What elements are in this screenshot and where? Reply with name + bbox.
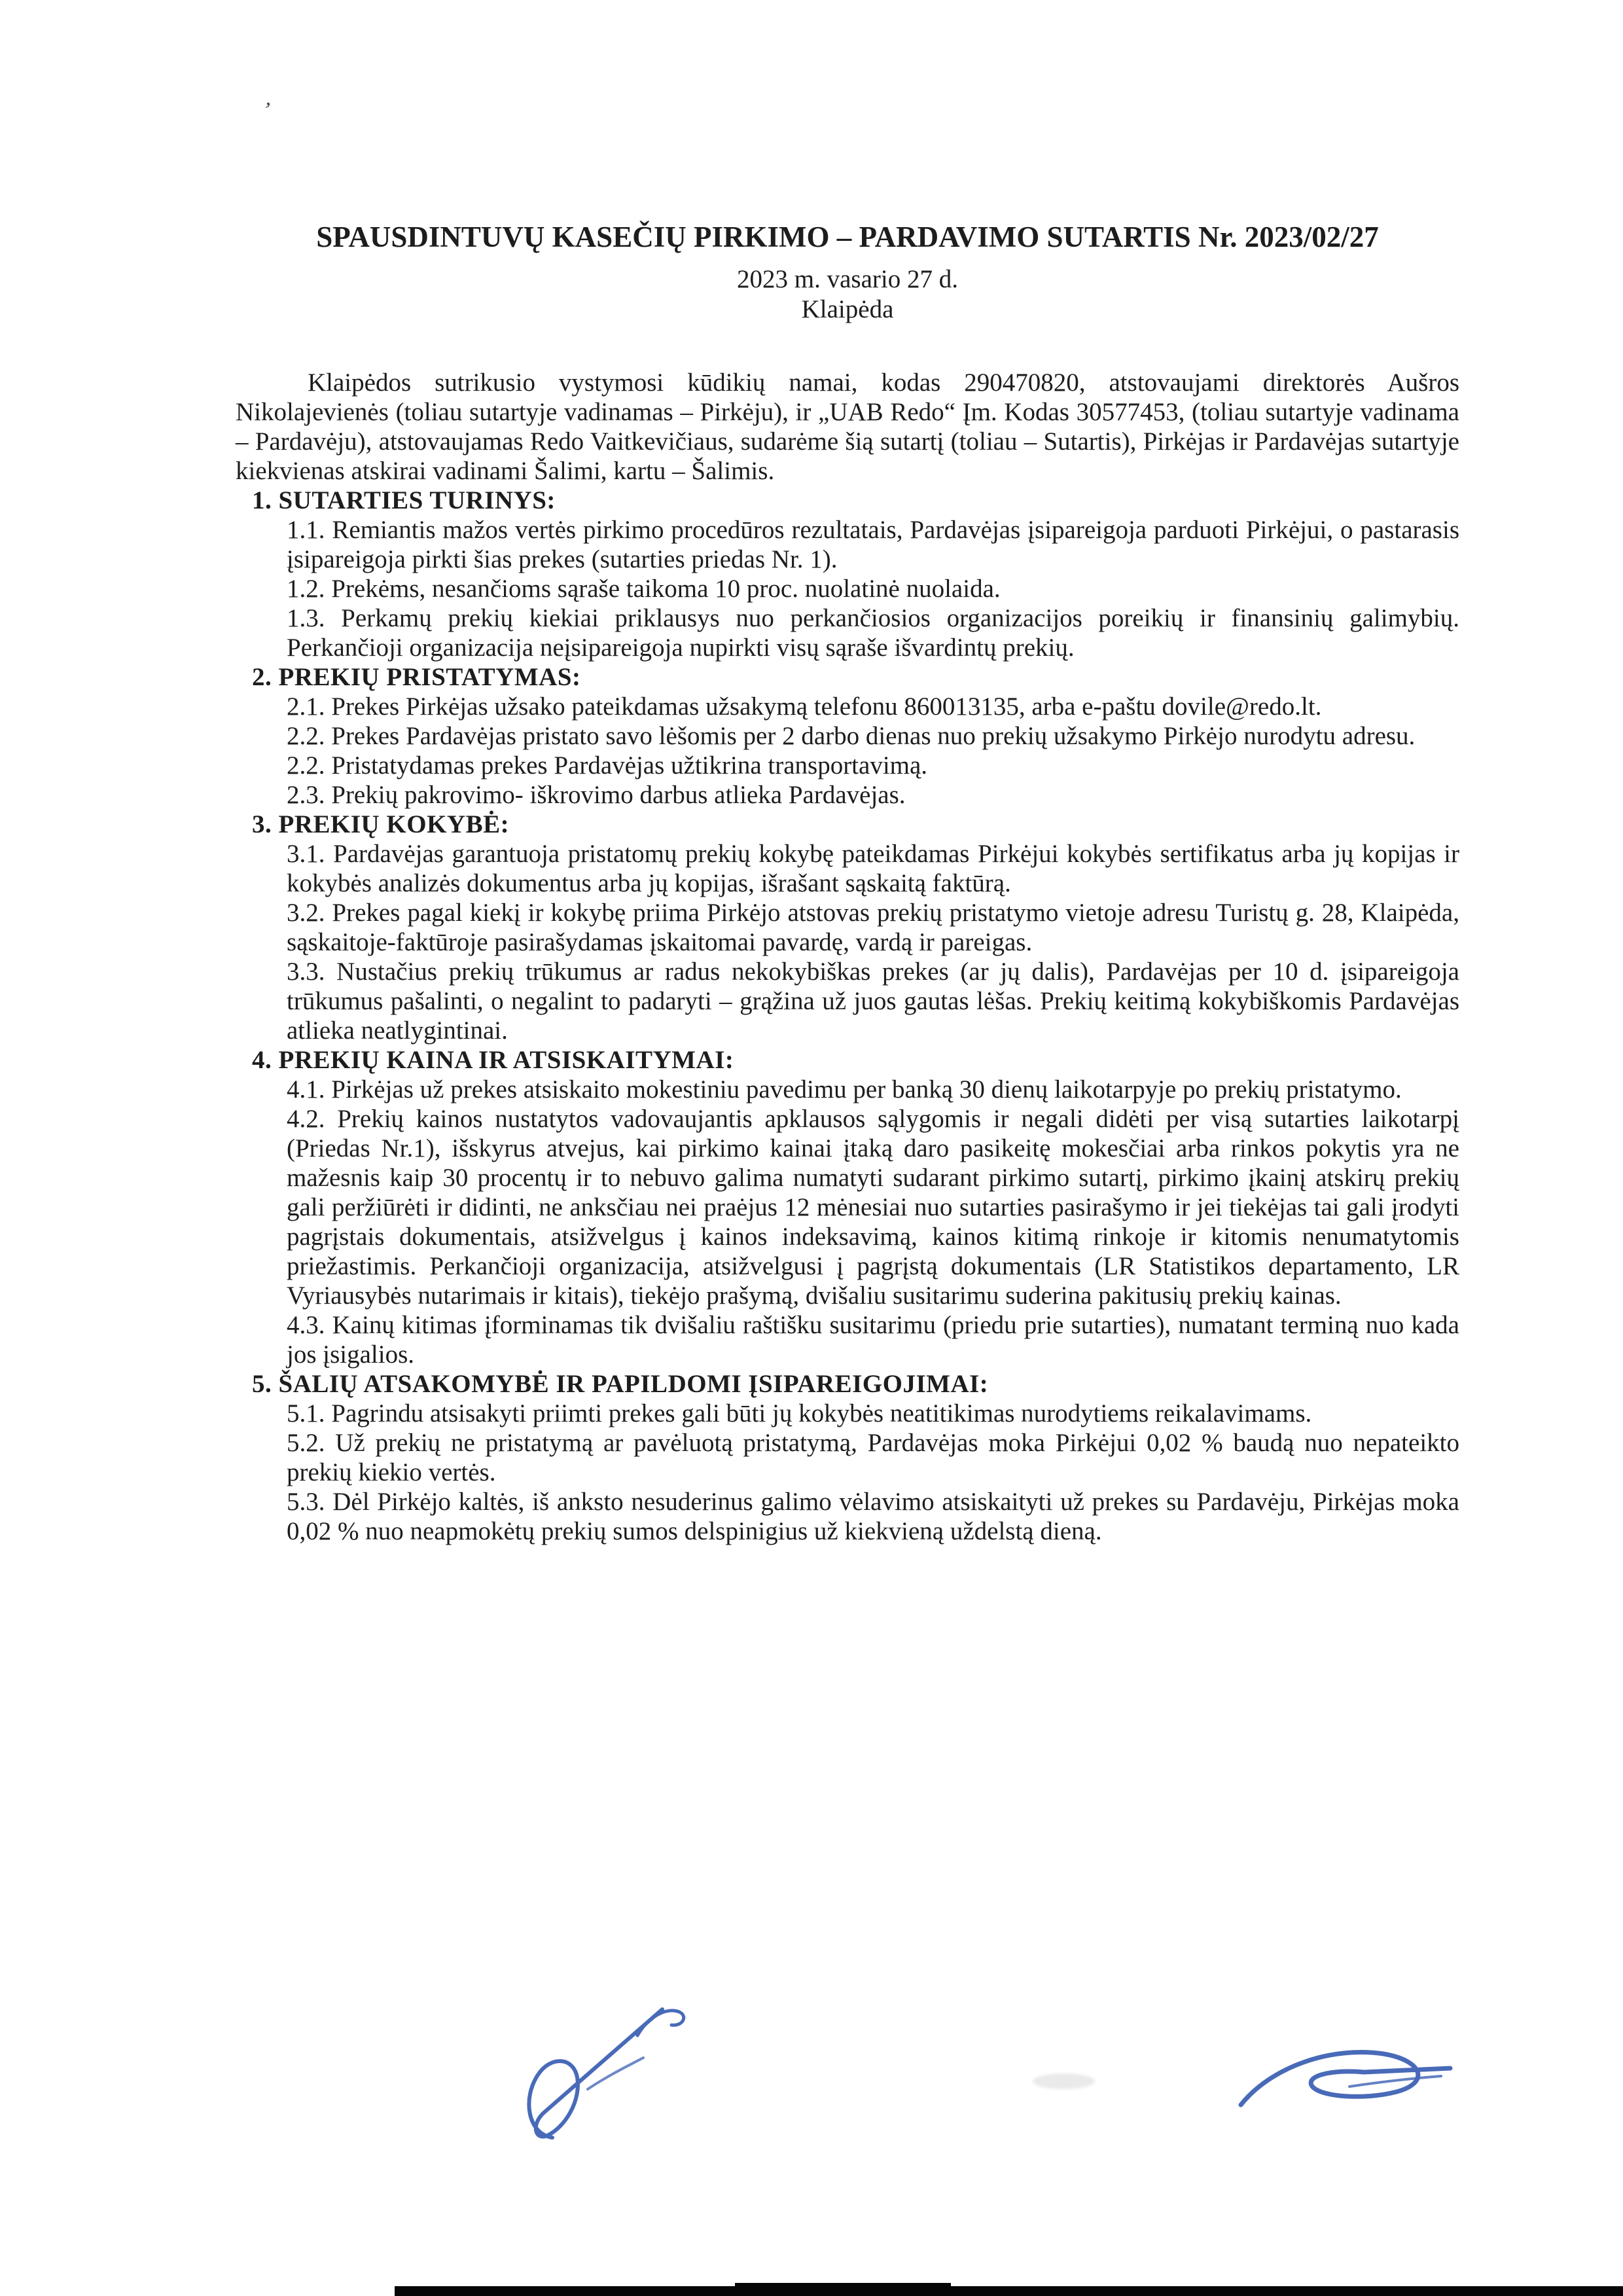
clause-5-3: 5.3. Dėl Pirkėjo kaltės, iš anksto nesuderinus galimo vėlavimo atsiskaityti už prekes su Pardavėju, Pirkėjas moka 0,02 % nuo neapmokėtų prekių sumos delspinigius už kiekvieną uždelstą dieną. <box>287 1488 1459 1545</box>
scan-speck-artifact: ’ <box>260 98 274 123</box>
clause-3-1: 3.1. Pardavėjas garantuoja pristatomų prekių kokybę pateikdamas Pirkėjui kokybės sertifikatus arba jų kopijas ir kokybės analizės dokumentus arba jų kopijas, išrašant sąskaitą faktūrą. <box>287 840 1459 897</box>
intro-paragraph: Klaipėdos sutrikusio vystymosi kūdikių namai, kodas 290470820, atstovaujami direktorės Aušros Nikolajevienės (toliau sutartyje vadinamas – Pirkėju), ir „UAB Redo“ Įm. Kodas 30577453, (toliau sutartyje vadinama – Pardavėju), atstovaujamas Redo Vaitkevičiaus, sudarėme šią sutartį (toliau – Sutartis), Pirkėjas ir Pardavėjas sutartyje kiekvienas atskirai vadinami Šalimi, kartu – Šalimis. <box>236 368 1459 485</box>
clause-2-3: 2.3. Prekių pakrovimo- iškrovimo darbus atlieka Pardavėjas. <box>287 781 906 809</box>
section-4-heading: 4. PREKIŲ KAINA IR ATSISKAITYMAI: <box>252 1046 734 1074</box>
clause-4-1: 4.1. Pirkėjas už prekes atsiskaito mokestiniu pavedimu per banką 30 dienų laikotarpyje po prekių pristatymo. <box>287 1075 1402 1103</box>
clause-5-1: 5.1. Pagrindu atsisakyti priimti prekes gali būti jų kokybės neatitikimas nurodytiems reikalavimams. <box>287 1399 1312 1427</box>
section-2-heading: 2. PREKIŲ PRISTATYMAS: <box>252 663 581 691</box>
section-3-heading: 3. PREKIŲ KOKYBĖ: <box>252 810 510 838</box>
clause-1-1: 1.1. Remiantis mažos vertės pirkimo procedūros rezultatais, Pardavėjas įsipareigoja parduoti Pirkėjui, o pastarasis įsipareigoja pirkti šias prekes (sutarties priedas Nr. 1). <box>287 516 1459 573</box>
clause-2-2a: 2.2. Prekes Pardavėjas pristato savo lėšomis per 2 darbo dienas nuo prekių užsakymo Pirkėjo nurodytu adresu. <box>287 722 1416 750</box>
clause-2-2b: 2.2. Pristatydamas prekes Pardavėjas užtikrina transportavimą. <box>287 751 928 780</box>
section-5-heading: 5. ŠALIŲ ATSAKOMYBĖ IR PAPILDOMI ĮSIPAREIGOJIMAI: <box>252 1370 989 1398</box>
section-sutarties-turinys <box>236 486 1459 662</box>
buyer-signature <box>509 1978 725 2160</box>
clause-2-1: 2.1. Prekes Pirkėjas užsako pateikdamas užsakymą telefonu 860013135, arba e-paštu dovile@redo.lt. <box>287 692 1322 721</box>
section-saliu-atsakomybe <box>236 1369 1459 1546</box>
scan-smudge-artifact <box>1033 2073 1095 2089</box>
contract-title: SPAUSDINTUVŲ KASEČIŲ PIRKIMO – PARDAVIMO SUTARTIS Nr. 2023/02/27 <box>316 221 1379 253</box>
clause-1-3: 1.3. Perkamų prekių kiekiai priklausys nuo perkančiosios organizacijos poreikių ir finansinių galimybių. Perkančioji organizacija neįsipareigoja nupirkti visų sąraše išvardintų prekių. <box>287 604 1459 662</box>
clause-3-3: 3.3. Nustačius prekių trūkumus ar radus nekokybiškas prekes (ar jų dalis), Pardavėjas per 10 d. įsipareigoja trūkumus pašalinti, o negalint to padaryti – grąžina už juos gautas lėšas. Prekių keitimą kokybiškomis Pardavėjas atlieka neatlygintinai. <box>287 958 1459 1045</box>
contract-date: 2023 m. vasario 27 d. <box>737 265 958 293</box>
seller-signature <box>1232 2039 1457 2130</box>
clause-5-2: 5.2. Už prekių ne pristatymą ar pavėluotą pristatymą, Pardavėjas moka Pirkėjui 0,02 % baudą nuo nepateikto prekių kiekio vertės. <box>287 1429 1459 1486</box>
clause-4-2: 4.2. Prekių kainos nustatytos vadovaujantis apklausos sąlygomis ir negali didėti per visą sutarties laikotarpį (Priedas Nr.1), išskyrus atvejus, kai pirkimo kainai įtaką daro pasikeitę mokesčiai arba rinkos pokytis yra ne mažesnis kaip 30 procentų ir to nebuvo galima numatyti sudarant pirkimo sutartį, pirkimo įkainį atskirų prekių gali peržiūrėti ir didinti, ne anksčiau nei praėjus 12 mėnesiai nuo sutarties pasirašymo ir jei tiekėjas tai gali įrodyti pagrįstais dokumentais, atsižvelgus į kainos indeksavimą, kainos kitimą rinkoje ir kitomis nenumatytomis priežastimis. Perkančioji organizacija, atsižvelgusi į pagrįstą dokumentais (LR Statistikos departamento, LR Vyriausybės nutarimais ir kitais), tiekėjo prašymą, dvišaliu susitarimu suderina pakitusių prekių kainas. <box>287 1105 1459 1310</box>
clause-1-2: 1.2. Prekėms, nesančioms sąraše taikoma 10 proc. nuolatinė nuolaida. <box>287 575 1001 603</box>
section-prekiu-kaina <box>236 1045 1459 1369</box>
document-body <box>0 325 1623 1546</box>
section-prekiu-kokybe <box>236 810 1459 1045</box>
contract-place: Klaipėda <box>801 295 894 323</box>
scan-edge-artifact <box>395 2286 1623 2296</box>
section-1-heading: 1. SUTARTIES TURINYS: <box>252 486 556 514</box>
document-header <box>0 0 1623 325</box>
clause-3-2: 3.2. Prekes pagal kiekį ir kokybę priima Pirkėjo atstovas prekių pristatymo vietoje adresu Turistų g. 28, Klaipėda, sąskaitoje-faktūroje pasirašydamas įskaitomai pavardę, vardą ir pareigas. <box>287 899 1459 956</box>
section-prekiu-pristatymas <box>236 662 1459 810</box>
clause-4-3: 4.3. Kainų kitimas įforminamas tik dvišaliu raštišku susitarimu (priedu prie sutarties), numatant terminą nuo kada jos įsigalios. <box>287 1311 1459 1369</box>
